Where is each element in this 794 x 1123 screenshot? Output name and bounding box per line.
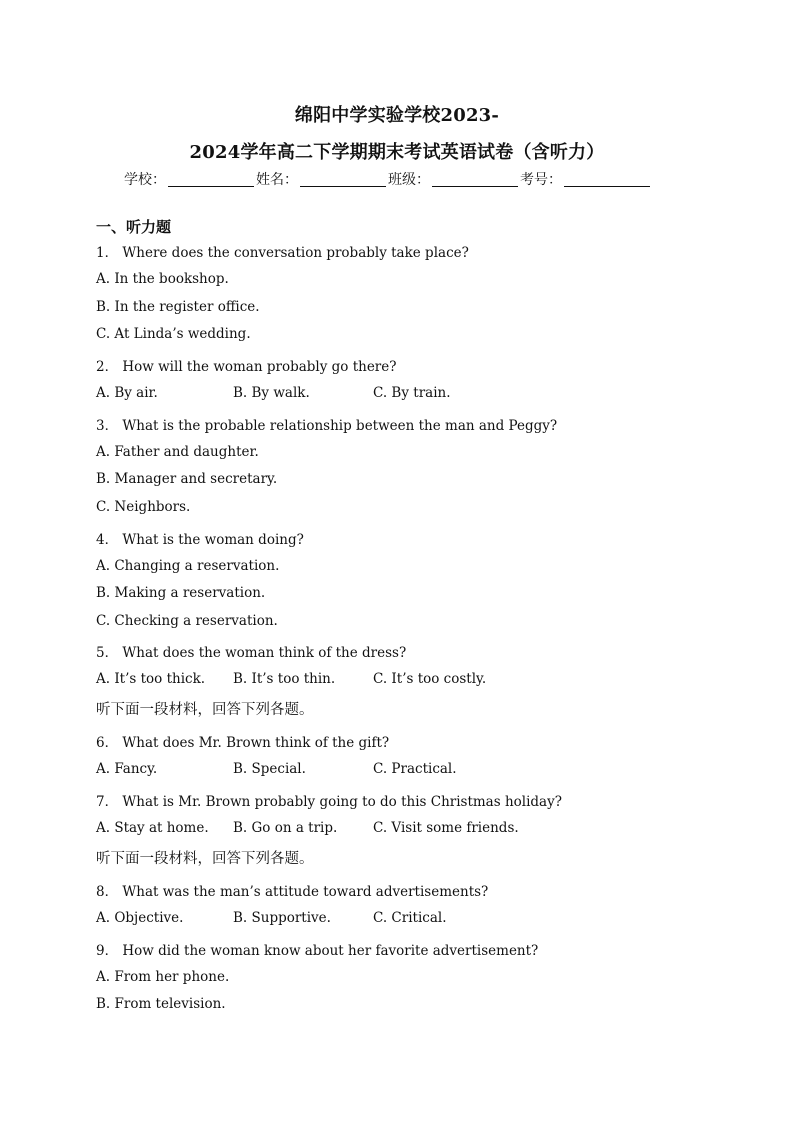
option-b: B. From television. [96, 996, 226, 1012]
question-stem: 3． What is the probable relationship between the man and Peggy? [96, 418, 558, 434]
option-c: C. By train. [373, 385, 451, 401]
listening-instruction: 听下面一段材料，回答下列各题。 [96, 702, 314, 718]
option-a: A. In the bookshop. [96, 271, 229, 287]
question-stem: 6． What does Mr. Brown think of the gift? [96, 735, 390, 751]
class-label: 班级： [388, 172, 430, 188]
option-a: A. Stay at home. [96, 820, 209, 836]
question-stem: 4． What is the woman doing? [96, 532, 304, 548]
name-blank[interactable] [300, 172, 386, 187]
option-a: A. Objective. [96, 910, 184, 926]
option-c: C. Neighbors. [96, 499, 191, 515]
question-stem: 7． What is Mr. Brown probably going to do this Christmas holiday? [96, 794, 562, 810]
question-stem: 8． What was the man’s attitude toward advertisements? [96, 884, 489, 900]
school-label: 学校： [124, 172, 166, 188]
option-c: C. Practical. [373, 761, 457, 777]
school-blank[interactable] [168, 172, 254, 187]
exam-number-label: 考号： [520, 172, 562, 188]
option-b: B. Making a reservation. [96, 585, 266, 601]
option-a: A. By air. [96, 385, 158, 401]
option-b: B. Supportive. [233, 910, 331, 926]
exam-number-blank[interactable] [564, 172, 650, 187]
name-label: 姓名： [256, 172, 298, 188]
option-b: B. It’s too thin. [233, 671, 336, 687]
option-b: B. By walk. [233, 385, 310, 401]
student-info-row [124, 169, 684, 189]
option-b: B. Go on a trip. [233, 820, 338, 836]
question-stem: 2． How will the woman probably go there? [96, 359, 397, 375]
option-c: C. It’s too costly. [373, 671, 487, 687]
option-b: B. Manager and secretary. [96, 471, 278, 487]
question-stem: 5． What does the woman think of the dress? [96, 645, 407, 661]
option-a: A. It’s too thick. [96, 671, 206, 687]
exam-title-line-2: 2024学年高二下学期期末考试英语试卷（含听力） [189, 142, 605, 163]
section-title: 一、听力题 [96, 218, 172, 236]
option-c: C. Checking a reservation. [96, 613, 278, 629]
exam-title-line-1: 绵阳中学实验学校2023- [294, 105, 500, 126]
option-a: A. Father and daughter. [96, 444, 259, 460]
option-a: A. Changing a reservation. [96, 558, 280, 574]
option-a: A. Fancy. [96, 761, 158, 777]
option-c: C. Critical. [373, 910, 447, 926]
option-b: B. Special. [233, 761, 306, 777]
option-a: A. From her phone. [96, 969, 230, 985]
option-c: C. Visit some friends. [373, 820, 519, 836]
question-stem: 1． Where does the conversation probably take place? [96, 245, 469, 261]
listening-instruction: 听下面一段材料，回答下列各题。 [96, 851, 314, 867]
question-stem: 9． How did the woman know about her favorite advertisement? [96, 943, 539, 959]
option-c: C. At Linda’s wedding. [96, 326, 251, 342]
option-b: B. In the register office. [96, 299, 260, 315]
class-blank[interactable] [432, 172, 518, 187]
